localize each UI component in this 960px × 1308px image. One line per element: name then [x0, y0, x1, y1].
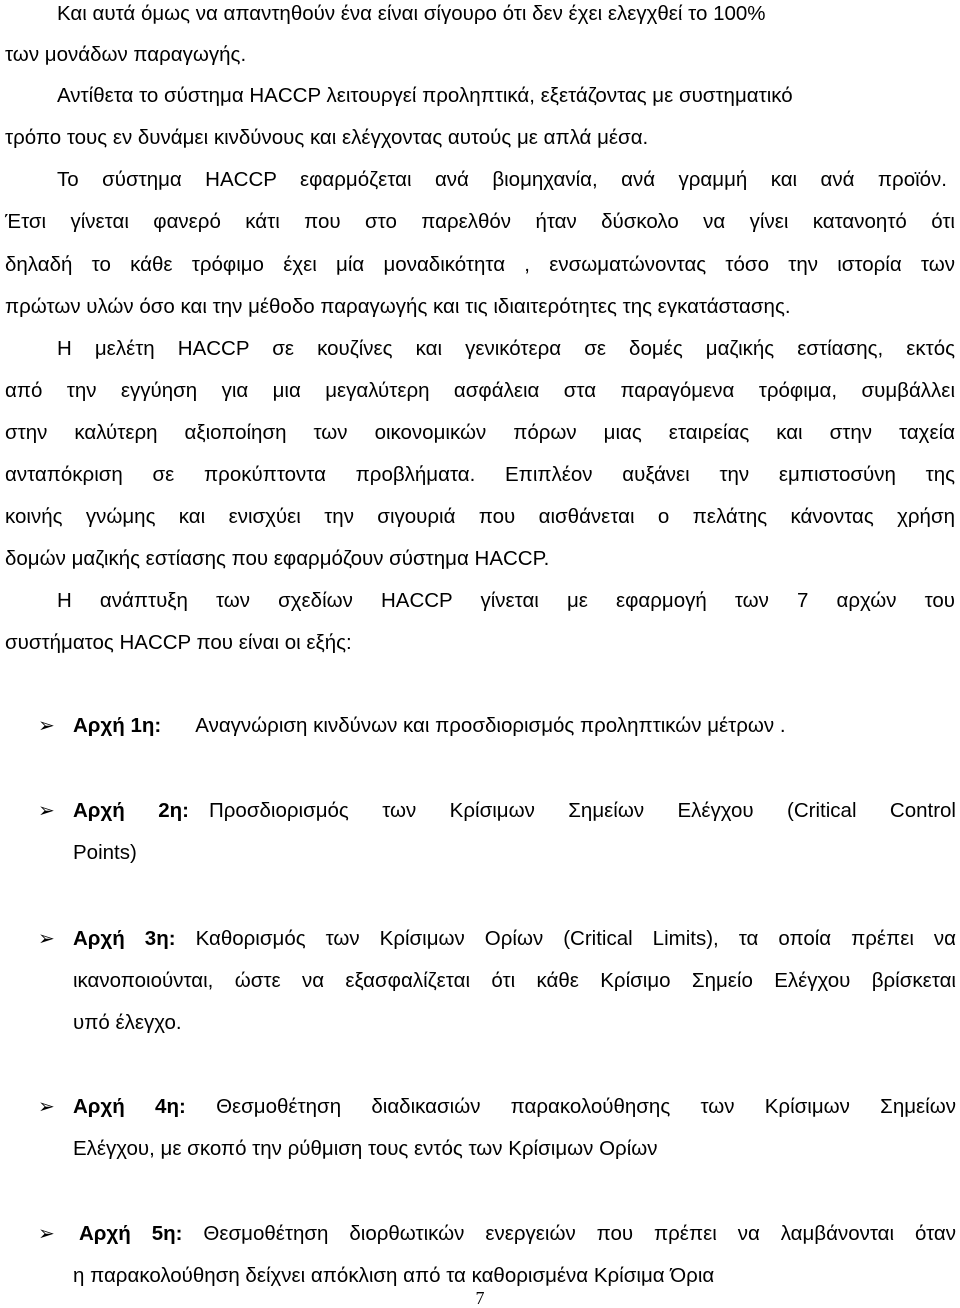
arrow-bullet-icon: ➢: [38, 1096, 55, 1118]
paragraph-line: ανταπόκριση σε προκύπτοντα προβλήματα. Επιπλέον αυξάνει την εμπιστοσύνη της: [5, 463, 955, 486]
paragraph-line: κοινής γνώμης και ενισχύει την σιγουριά που αισθάνεται ο πελάτης κάνοντας χρήση: [5, 505, 955, 528]
paragraph-line: από την εγγύηση για μια μεγαλύτερη ασφάλεια στα παραγόμενα τρόφιμα, συμβάλλει: [5, 379, 955, 402]
paragraph-line: στην καλύτερη αξιοποίηση των οικονομικών πόρων μιας εταιρείας και στην ταχεία: [5, 421, 955, 444]
principle-text: Points): [73, 841, 137, 864]
principle-label: Αρχή 4η:: [73, 1095, 186, 1118]
paragraph-line: Το σύστημα HACCP εφαρμόζεται ανά βιομηχανία, ανά γραμμή και ανά προϊόν.: [57, 168, 947, 191]
principle-label: Αρχή 5η:: [79, 1222, 183, 1245]
principle-item: [73, 1095, 956, 1119]
principle-label: Αρχή 3η:: [73, 927, 176, 950]
paragraph-line: συστήματος HACCP που είναι οι εξής:: [5, 631, 352, 654]
principle-text: Προσδιορισμός των Κρίσιμων Σημείων Ελέγχου (Critical Control: [208, 799, 956, 822]
paragraph-line: τρόπο τους εν δυνάμει κινδύνους και ελέγχοντας αυτούς με απλά μέσα.: [5, 126, 649, 149]
principle-text: Ελέγχου, με σκοπό την ρύθμιση τους εντός των Κρίσιμων Ορίων: [73, 1137, 658, 1160]
paragraph-line: δομών μαζικής εστίασης που εφαρμόζουν σύστημα HACCP.: [5, 547, 550, 570]
principle-item: [79, 1222, 956, 1246]
principle-label: Αρχή 2η:: [73, 799, 189, 822]
paragraph-line: Η μελέτη HACCP σε κουζίνες και γενικότερα σε δομές μαζικής εστίασης, εκτός: [57, 337, 955, 360]
page-number: 7: [475, 1288, 485, 1308]
principle-text: υπό έλεγχο.: [73, 1011, 182, 1034]
principle-text: ικανοποιούνται, ώστε να εξασφαλίζεται ότι κάθε Κρίσιμο Σημείο Ελέγχου βρίσκεται: [73, 969, 956, 992]
principle-text: Καθορισμός των Κρίσιμων Ορίων (Critical Limits), τα οποία πρέπει να: [195, 927, 956, 950]
principle-label: Αρχή 1η:: [73, 714, 162, 737]
paragraph-line: Και αυτά όμως να απαντηθούν ένα είναι σίγουρο ότι δεν έχει ελεγχθεί το 100%: [57, 2, 766, 25]
arrow-bullet-icon: ➢: [38, 1223, 55, 1245]
principle-text: Αναγνώριση κινδύνων και προσδιορισμός προληπτικών μέτρων .: [195, 714, 786, 737]
paragraph-line: των μονάδων παραγωγής.: [5, 43, 247, 66]
paragraph-line: Έτσι γίνεται φανερό κάτι που στο παρελθόν ήταν δύσκολο να γίνει κατανοητό ότι: [5, 210, 955, 233]
principle-text: Θεσμοθέτηση διορθωτικών ενεργειών που πρέπει να λαμβάνονται όταν: [203, 1222, 956, 1245]
arrow-bullet-icon: ➢: [38, 928, 55, 950]
paragraph-line: Αντίθετα το σύστημα HACCP λειτουργεί προληπτικά, εξετάζοντας με συστηματικό: [57, 84, 793, 107]
principle-item: [73, 714, 956, 738]
principle-item: [73, 927, 956, 951]
paragraph-line: δηλαδή το κάθε τρόφιμο έχει μία μοναδικότητα , ενσωματώνοντας τόσο την ιστορία των: [5, 253, 955, 276]
principle-item: [73, 799, 956, 823]
principle-text: Θεσμοθέτηση διαδικασιών παρακολούθησης των Κρίσιμων Σημείων: [216, 1095, 956, 1118]
principle-text: η παρακολούθηση δείχνει απόκλιση από τα καθορισμένα Κρίσιμα Όρια: [73, 1264, 715, 1287]
arrow-bullet-icon: ➢: [38, 800, 55, 822]
paragraph-line: πρώτων υλών όσο και την μέθοδο παραγωγής και τις ιδιαιτερότητες της εγκατάστασης.: [5, 295, 791, 318]
paragraph-line: Η ανάπτυξη των σχεδίων HACCP γίνεται με εφαρμογή των 7 αρχών του: [57, 589, 955, 612]
arrow-bullet-icon: ➢: [38, 715, 55, 737]
